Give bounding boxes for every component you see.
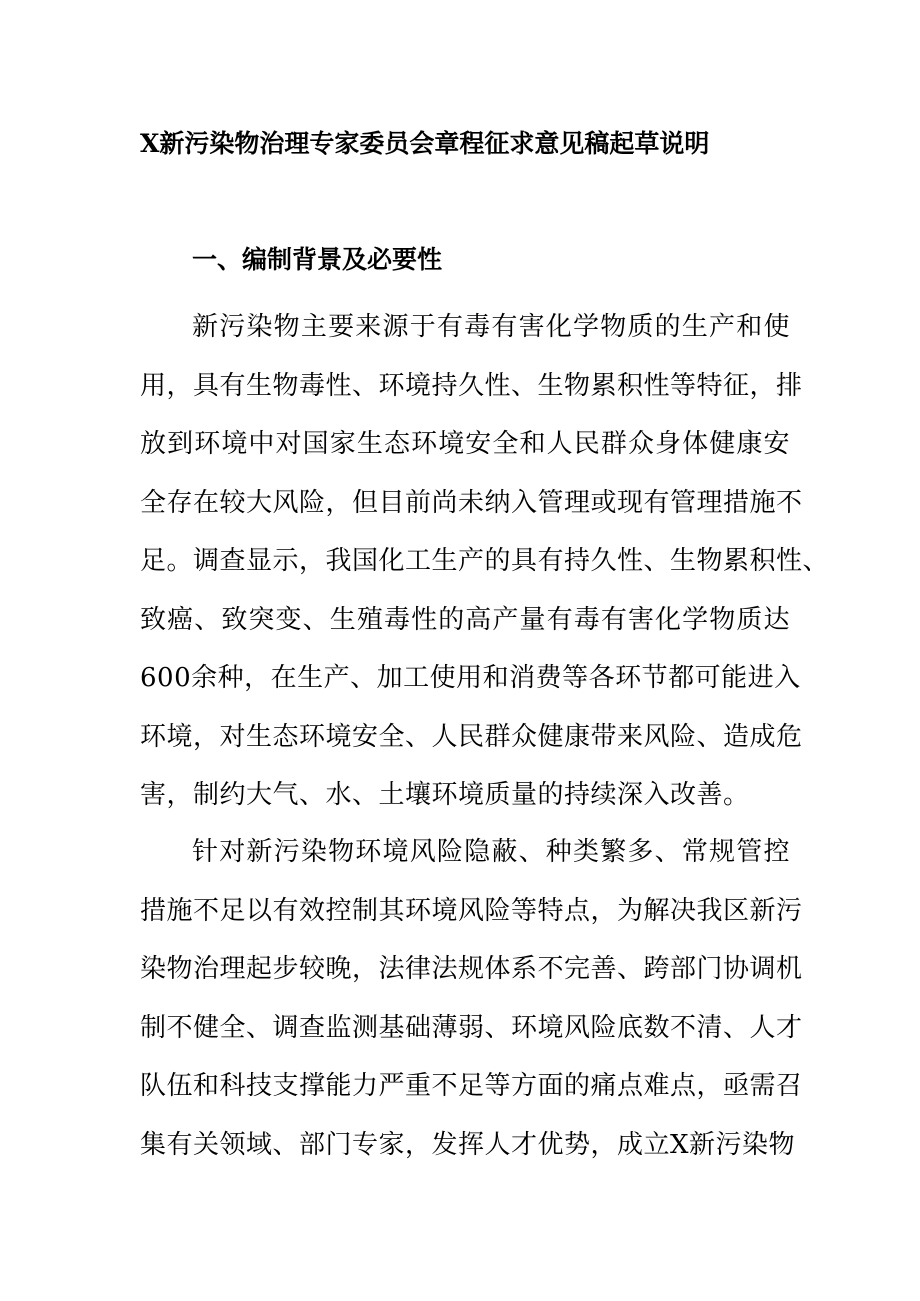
paragraph-line: 新污染物主要来源于有毒有害化学物质的生产和使 xyxy=(192,312,790,342)
paragraph-line: 染物治理起步较晚，法律法规体系不完善、跨部门协调机 xyxy=(140,954,803,984)
paragraph-line: 致癌、致突变、生殖毒性的高产量有毒有害化学物质达 xyxy=(140,604,790,635)
paragraph-line: 放到环境中对国家生态环境安全和人民群众身体健康安 xyxy=(140,429,790,459)
paragraph-line: 害，制约大气、水、土壤环境质量的持续深入改善。 xyxy=(140,780,750,810)
paragraph-need-for-expert-committee xyxy=(140,823,803,1174)
paragraph-line: 环境，对生态环境安全、人民群众健康带来风险、造成危 xyxy=(140,721,803,752)
document-title: X新污染物治理专家委员会章程征求意见稿起草说明 xyxy=(140,129,710,158)
paragraph-line: 措施不足以有效控制其环境风险等特点，为解决我区新污 xyxy=(140,895,803,926)
paragraph-line: 集有关领域、部门专家，发挥人才优势，成立X新污染物 xyxy=(140,1129,796,1160)
paragraph-line: 足。调查显示，我国化工生产的具有持久性、生物累积性、 xyxy=(140,546,830,576)
paragraph-line: 制不健全、调查监测基础薄弱、环境风险底数不清、人才 xyxy=(140,1012,803,1043)
paragraph-line: 针对新污染物环境风险隐蔽、种类繁多、常规管控 xyxy=(192,837,790,867)
paragraph-line: 队伍和科技支撑能力严重不足等方面的痛点难点，亟需召 xyxy=(140,1071,803,1101)
paragraph-line: 600余种，在生产、加工使用和消费等各环节都可能进入 xyxy=(140,663,801,693)
paragraph-sources-of-new-pollutants xyxy=(140,298,830,825)
section-heading-background: 一、编制背景及必要性 xyxy=(192,245,443,274)
paragraph-line: 用，具有生物毒性、环境持久性、生物累积性等特征，排 xyxy=(140,370,803,401)
paragraph-line: 全存在较大风险，但目前尚未纳入管理或现有管理措施不 xyxy=(140,487,803,518)
